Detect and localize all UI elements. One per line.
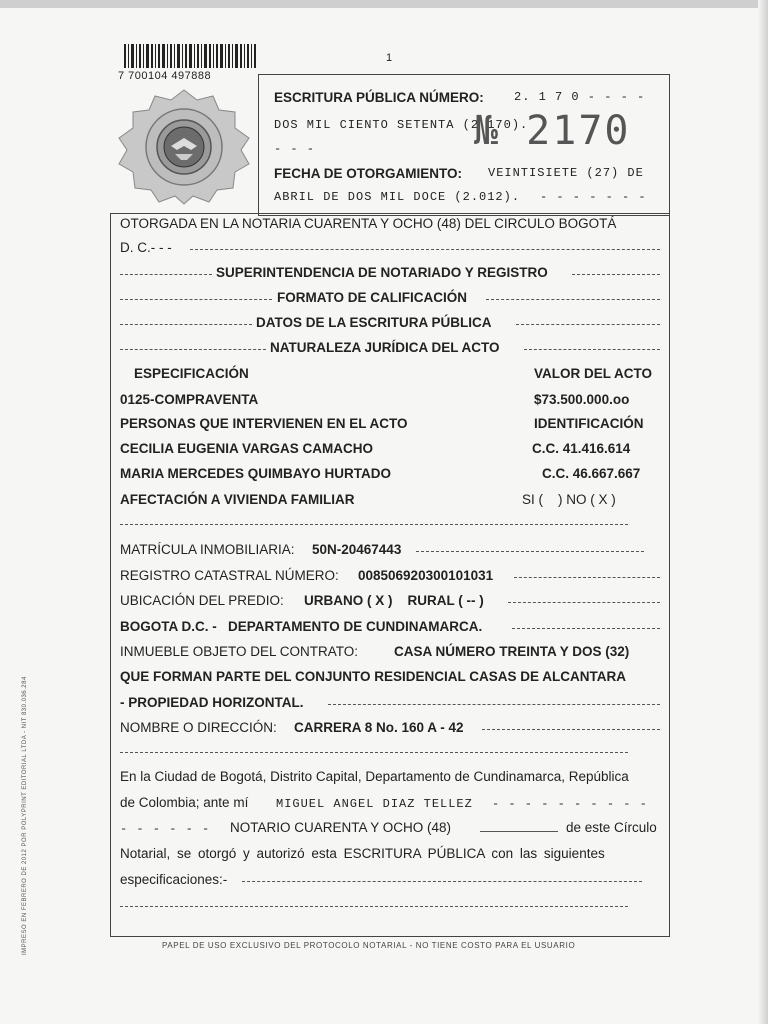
- rule: [120, 524, 628, 525]
- dashes: - - - - - - - - - -: [492, 797, 648, 811]
- rule: [328, 704, 660, 705]
- bogota-line: BOGOTA D.C. - DEPARTAMENTO DE CUNDINAMARCA.: [120, 619, 483, 634]
- dashes-row: - - -: [274, 142, 316, 156]
- seal-icon: [115, 88, 253, 206]
- side-printer-note: IMPRESO EN FEBRERO DE 2012 POR POLYPRINT EDITORIAL LTDA - NIT 830.036.284: [22, 676, 28, 955]
- catastral-value: 008506920300101031: [358, 568, 494, 583]
- scan-right-edge: [758, 0, 768, 1024]
- rule: [416, 551, 644, 552]
- especificacion-value: 0125-COMPRAVENTA: [120, 392, 259, 407]
- footer-text: PAPEL DE USO EXCLUSIVO DEL PROTOCOLO NOTARIAL - NO TIENE COSTO PARA EL USUARIO: [162, 941, 576, 950]
- catastral-label: REGISTRO CATASTRAL NÚMERO:: [120, 568, 339, 583]
- identificacion-label: IDENTIFICACIÓN: [534, 416, 644, 431]
- rule: [482, 729, 660, 730]
- matricula-label: MATRÍCULA INMOBILIARIA:: [120, 542, 295, 557]
- valor-label: VALOR DEL ACTO: [534, 366, 653, 381]
- ubicacion-label: UBICACIÓN DEL PREDIO:: [120, 593, 284, 608]
- rule: [512, 628, 660, 629]
- especificacion-label: ESPECIFICACIÓN: [134, 366, 249, 381]
- persona-id: C.C. 41.416.614: [532, 441, 631, 456]
- nombre-label: NOMBRE O DIRECCIÓN:: [120, 720, 277, 735]
- matricula-value: 50N-20467443: [312, 542, 402, 557]
- rule: [120, 349, 266, 350]
- paragraph-line1: En la Ciudad de Bogotá, Distrito Capital, Departamento de Cundinamarca, República: [120, 769, 629, 784]
- rule: [120, 299, 272, 300]
- persona-name: MARIA MERCEDES QUIMBAYO HURTADO: [120, 466, 392, 481]
- otorgada-line2: D. C.- - -: [120, 240, 172, 255]
- rule: [120, 752, 628, 753]
- valor-value: $73.500.000.oo: [534, 392, 630, 407]
- paragraph-line4: Notarial, se otorgó y autorizó esta ESCRITURA PÚBLICA con las siguientes: [120, 846, 605, 861]
- persona-name: CECILIA EUGENIA VARGAS CAMACHO: [120, 441, 374, 456]
- rule: [120, 906, 628, 907]
- rule: [480, 831, 558, 832]
- rule: [120, 274, 212, 275]
- nombre-value: CARRERA 8 No. 160 A - 42: [294, 720, 464, 735]
- paragraph-line3-end: de este Círculo: [566, 820, 657, 835]
- page-number: 1: [386, 52, 393, 64]
- title-formato: FORMATO DE CALIFICACIÓN: [277, 290, 467, 305]
- afectacion-label: AFECTACIÓN A VIVIENDA FAMILIAR: [120, 492, 355, 507]
- inmueble-line2: QUE FORMAN PARTE DEL CONJUNTO RESIDENCIAL CASAS DE ALCANTARA: [120, 669, 627, 684]
- rule: [572, 274, 660, 275]
- dashes: - - - - - -: [120, 822, 211, 836]
- barcode-digits: 7 700104 497888: [118, 70, 212, 82]
- title-superintendencia: SUPERINTENDENCIA DE NOTARIADO Y REGISTRO: [216, 265, 548, 280]
- inmueble-line3: - PROPIEDAD HORIZONTAL.: [120, 695, 304, 710]
- rule: [486, 299, 660, 300]
- paragraph-line5: especificaciones:-: [120, 872, 228, 887]
- rule: [190, 249, 660, 250]
- fecha-dashes: - - - - - - -: [540, 190, 647, 204]
- rule: [508, 602, 660, 603]
- rule: [120, 324, 252, 325]
- otorgada-line1: OTORGADA EN LA NOTARIA CUARENTA Y OCHO (48) DEL CIRCULO BOGOTÁ: [120, 216, 617, 231]
- number-stamp: № 2170: [474, 108, 631, 154]
- fecha-label: FECHA DE OTORGAMIENTO:: [274, 166, 463, 181]
- ubicacion-value: URBANO ( X ) RURAL ( -- ): [304, 593, 484, 608]
- inmueble-value: CASA NÚMERO TREINTA Y DOS (32): [394, 644, 630, 659]
- afectacion-options: SI ( ) NO ( X ): [522, 492, 616, 507]
- paragraph-line2-start: de Colombia; ante mí: [120, 795, 249, 810]
- escritura-value: 2. 1 7 0 - - - -: [514, 90, 646, 104]
- title-naturaleza: NATURALEZA JURÍDICA DEL ACTO: [270, 340, 500, 355]
- notary-name: MIGUEL ANGEL DIAZ TELLEZ: [276, 797, 473, 811]
- barcode: [120, 44, 260, 70]
- paragraph-line3-mid: NOTARIO CUARENTA Y OCHO (48): [230, 820, 452, 835]
- rule: [516, 324, 660, 325]
- rule: [524, 349, 660, 350]
- fecha-value-line2: ABRIL DE DOS MIL DOCE (2.012).: [274, 190, 521, 204]
- fecha-value-line1: VEINTISIETE (27) DE: [488, 166, 644, 180]
- inmueble-label: INMUEBLE OBJETO DEL CONTRATO:: [120, 644, 359, 659]
- title-datos: DATOS DE LA ESCRITURA PÚBLICA: [256, 315, 492, 330]
- persona-id: C.C. 46.667.667: [542, 466, 641, 481]
- scan-top-edge: [0, 0, 768, 8]
- escritura-label: ESCRITURA PÚBLICA NÚMERO:: [274, 90, 484, 105]
- rule: [242, 881, 642, 882]
- number-words: DOS MIL CIENTO SETENTA (2.170).: [274, 118, 529, 132]
- rule: [514, 577, 660, 578]
- personas-label: PERSONAS QUE INTERVIENEN EN EL ACTO: [120, 416, 408, 431]
